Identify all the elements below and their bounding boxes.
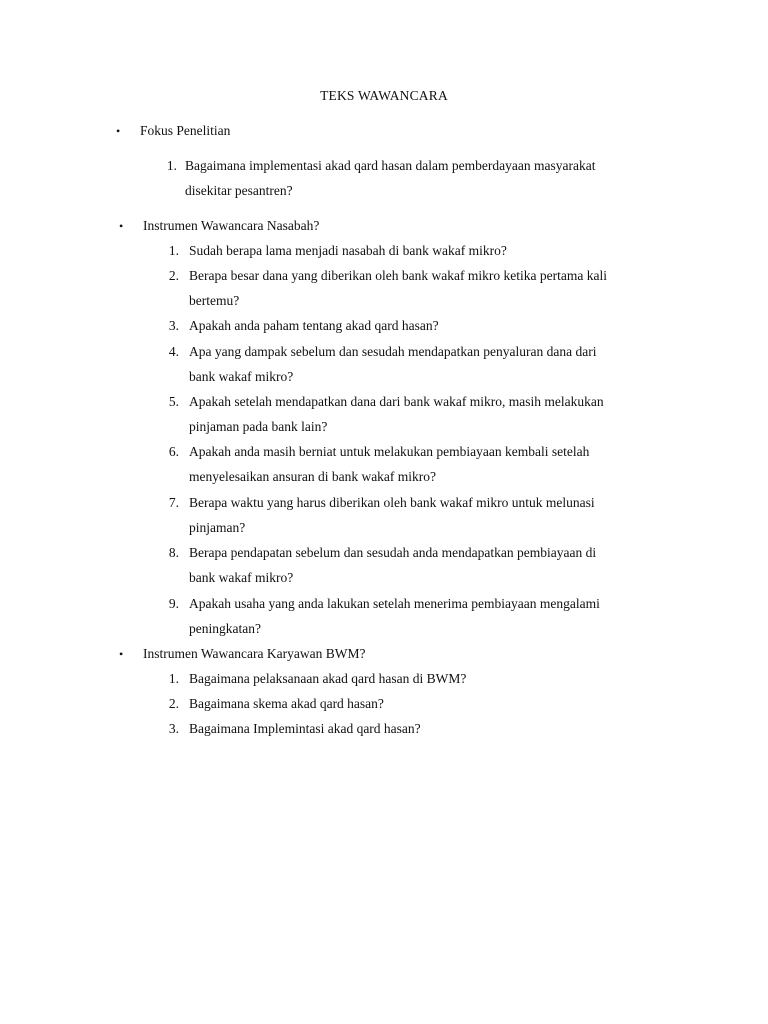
list-item-number: 1.: [168, 243, 179, 258]
list-item-text: Berapa besar dana yang diberikan oleh bank wakaf mikro ketika pertama kali: [189, 268, 607, 283]
section-heading-fokus-penelitian: Fokus Penelitian: [140, 123, 231, 138]
list-item-text: Apakah setelah mendapatkan dana dari bank wakaf mikro, masih melakukan: [189, 394, 604, 409]
list-item-text-continued: bank wakaf mikro?: [189, 570, 294, 585]
list-item-text: Berapa waktu yang harus diberikan oleh bank wakaf mikro untuk melunasi: [189, 495, 595, 510]
list-item-text: Bagaimana pelaksanaan akad qard hasan di BWM?: [189, 671, 467, 686]
list-item-number: 5.: [168, 394, 179, 409]
list-item-text-continued: pinjaman?: [189, 520, 246, 535]
list-item-number: 2.: [168, 696, 179, 711]
list-item-text-continued: bertemu?: [189, 293, 240, 308]
list-item-text: Apakah anda paham tentang akad qard hasan?: [189, 318, 439, 333]
list-item-text-continued: peningkatan?: [189, 621, 261, 636]
list-item-number: 2.: [168, 268, 179, 283]
list-item-number: 3.: [168, 721, 179, 736]
list-item-text: Sudah berapa lama menjadi nasabah di bank wakaf mikro?: [189, 243, 507, 258]
list-item-text: Berapa pendapatan sebelum dan sesudah anda mendapatkan pembiayaan di: [189, 545, 597, 560]
list-item-number: 1.: [168, 671, 179, 686]
list-item-text-continued: bank wakaf mikro?: [189, 369, 294, 384]
list-item-text-continued: pinjaman pada bank lain?: [189, 419, 328, 434]
list-item-text: Apa yang dampak sebelum dan sesudah mendapatkan penyaluran dana dari: [189, 344, 597, 359]
list-item-number: 8.: [168, 545, 179, 560]
section-heading-instrumen-nasabah: Instrumen Wawancara Nasabah?: [143, 218, 320, 233]
document-title: TEKS WAWANCARA: [320, 88, 448, 103]
list-item-text: Bagaimana skema akad qard hasan?: [189, 696, 384, 711]
list-item-text-continued: disekitar pesantren?: [185, 183, 293, 198]
list-item-number: 6.: [168, 444, 179, 459]
section-heading-instrumen-karyawan: Instrumen Wawancara Karyawan BWM?: [143, 646, 366, 661]
bullet-icon: •: [116, 124, 121, 138]
list-item-number: 9.: [168, 596, 179, 611]
list-item-number: 1.: [166, 158, 177, 173]
list-item-text-continued: menyelesaikan ansuran di bank wakaf mikro?: [189, 469, 437, 484]
bullet-icon: •: [119, 219, 124, 233]
list-item-text: Apakah usaha yang anda lakukan setelah menerima pembiayaan mengalami: [189, 596, 600, 611]
list-item-number: 3.: [168, 318, 179, 333]
list-item-text: Bagaimana implementasi akad qard hasan dalam pemberdayaan masyarakat: [185, 158, 596, 173]
list-item-text: Apakah anda masih berniat untuk melakukan pembiayaan kembali setelah: [189, 444, 590, 459]
list-item-text: Bagaimana Implemintasi akad qard hasan?: [189, 721, 421, 736]
list-item-number: 4.: [168, 344, 179, 359]
bullet-icon: •: [119, 647, 124, 661]
list-item-number: 7.: [168, 495, 179, 510]
